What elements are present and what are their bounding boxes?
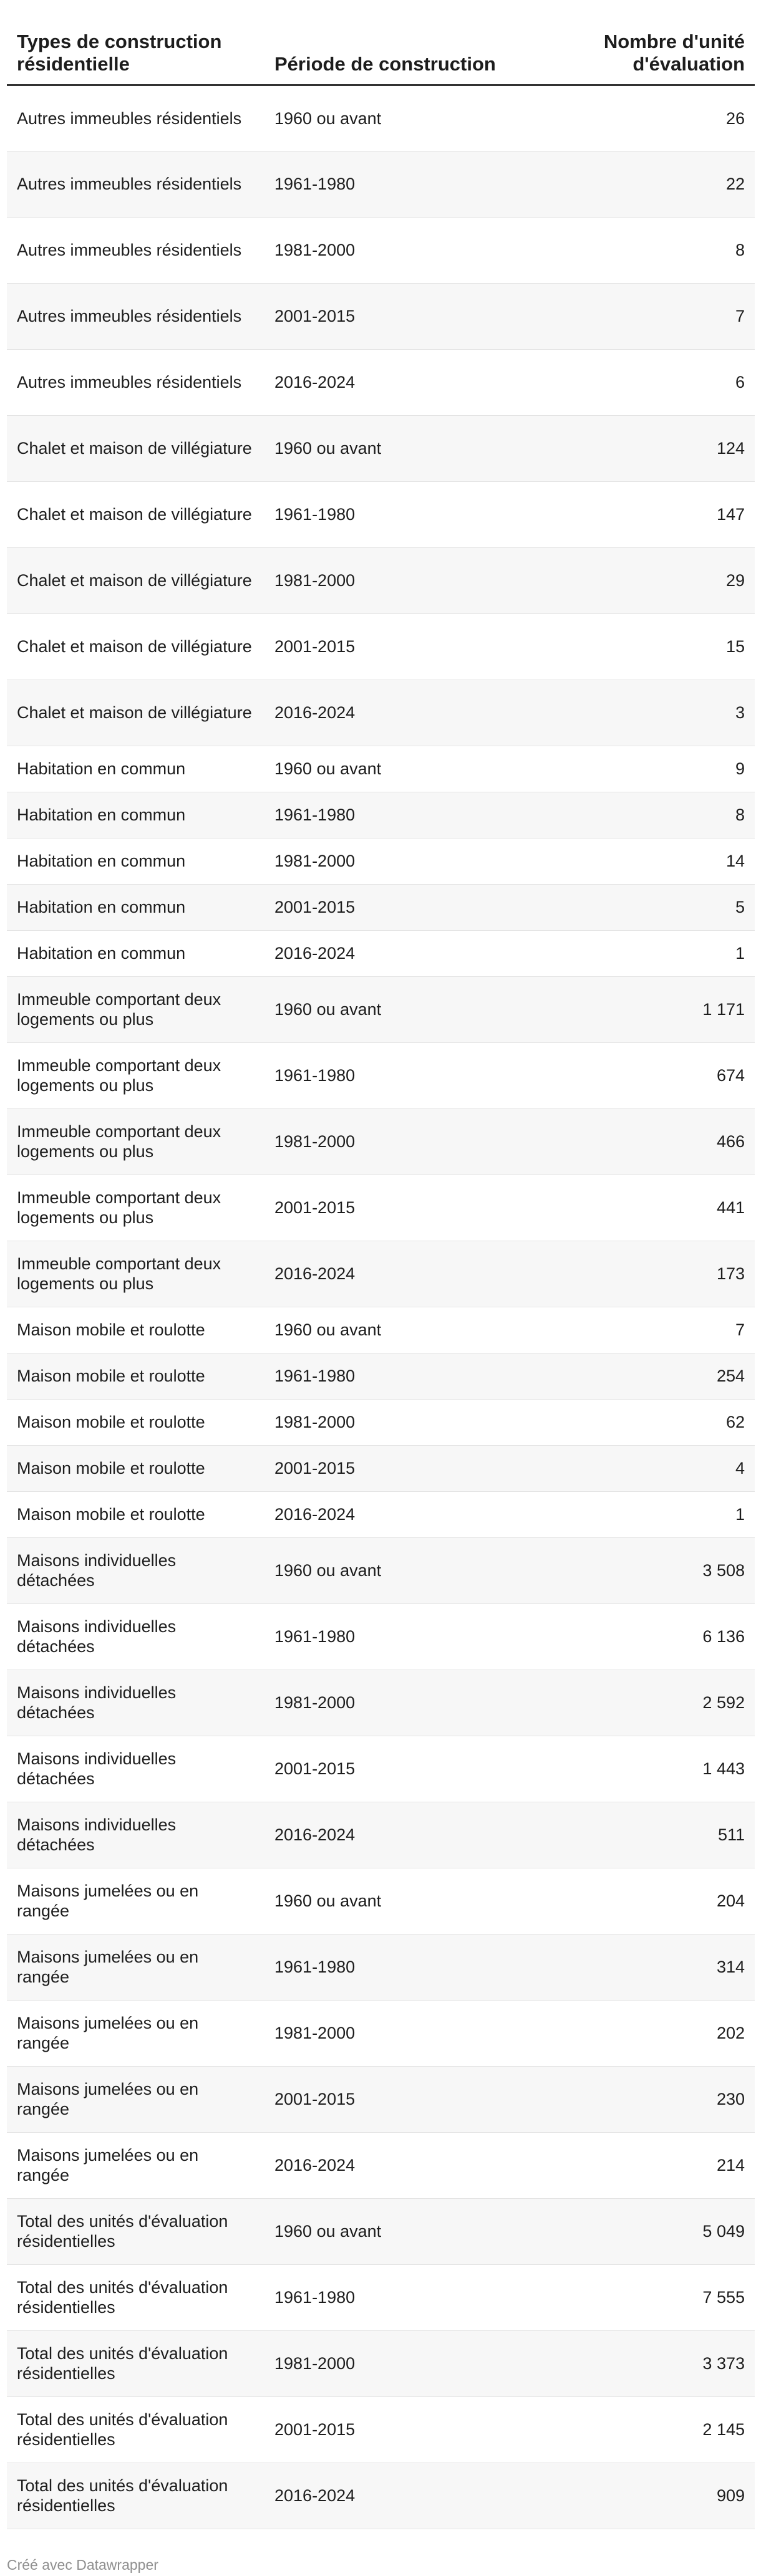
cell-count: 15 xyxy=(539,613,755,680)
cell-period: 2001-2015 xyxy=(264,613,539,680)
table-row xyxy=(7,1307,755,1353)
cell-count: 204 xyxy=(539,1868,755,1934)
table-row xyxy=(7,1736,755,1802)
cell-count: 2 145 xyxy=(539,2396,755,2463)
cell-count: 173 xyxy=(539,1241,755,1307)
cell-period: 1961-1980 xyxy=(264,792,539,838)
table-row xyxy=(7,217,755,283)
cell-count: 29 xyxy=(539,547,755,613)
cell-count: 8 xyxy=(539,792,755,838)
cell-period: 2001-2015 xyxy=(264,1175,539,1241)
cell-period: 1960 ou avant xyxy=(264,415,539,481)
cell-count: 1 xyxy=(539,930,755,976)
cell-count: 314 xyxy=(539,1934,755,2000)
table-row xyxy=(7,85,755,151)
cell-type: Maisons jumelées ou en rangée xyxy=(7,1868,264,1934)
cell-count: 2 592 xyxy=(539,1670,755,1736)
cell-count: 3 xyxy=(539,680,755,746)
cell-type: Immeuble comportant deux logements ou plus xyxy=(7,1241,264,1307)
cell-type: Habitation en commun xyxy=(7,746,264,792)
data-table xyxy=(7,0,755,2529)
cell-type: Maison mobile et roulotte xyxy=(7,1399,264,1445)
cell-count: 8 xyxy=(539,217,755,283)
cell-type: Chalet et maison de villégiature xyxy=(7,415,264,481)
cell-count: 1 171 xyxy=(539,976,755,1042)
table-row xyxy=(7,838,755,884)
cell-period: 2016-2024 xyxy=(264,1491,539,1537)
cell-period: 2016-2024 xyxy=(264,2132,539,2198)
table-row xyxy=(7,1537,755,1603)
cell-count: 674 xyxy=(539,1042,755,1108)
table-row xyxy=(7,1868,755,1934)
table-row xyxy=(7,1670,755,1736)
cell-type: Maisons jumelées ou en rangée xyxy=(7,2000,264,2066)
cell-count: 9 xyxy=(539,746,755,792)
cell-period: 1981-2000 xyxy=(264,2330,539,2396)
cell-period: 1960 ou avant xyxy=(264,1537,539,1603)
cell-period: 1981-2000 xyxy=(264,1670,539,1736)
table-row xyxy=(7,1399,755,1445)
table-row xyxy=(7,884,755,930)
cell-type: Maisons jumelées ou en rangée xyxy=(7,1934,264,2000)
table-row xyxy=(7,2000,755,2066)
cell-type: Maisons individuelles détachées xyxy=(7,1802,264,1868)
table-row xyxy=(7,1353,755,1399)
table-row xyxy=(7,1241,755,1307)
column-header-period[interactable]: Période de construction xyxy=(264,0,539,85)
cell-count: 511 xyxy=(539,1802,755,1868)
cell-type: Maisons individuelles détachées xyxy=(7,1670,264,1736)
table-row xyxy=(7,1802,755,1868)
cell-period: 2016-2024 xyxy=(264,1241,539,1307)
cell-type: Habitation en commun xyxy=(7,838,264,884)
cell-period: 1981-2000 xyxy=(264,1108,539,1175)
cell-type: Chalet et maison de villégiature xyxy=(7,481,264,547)
cell-period: 1981-2000 xyxy=(264,547,539,613)
cell-count: 1 xyxy=(539,1491,755,1537)
cell-count: 441 xyxy=(539,1175,755,1241)
column-header-count[interactable]: Nombre d'unité d'évaluation xyxy=(539,0,755,85)
cell-count: 5 xyxy=(539,884,755,930)
table-row xyxy=(7,613,755,680)
table-row xyxy=(7,930,755,976)
table-row xyxy=(7,151,755,217)
cell-type: Maisons jumelées ou en rangée xyxy=(7,2066,264,2132)
cell-type: Maison mobile et roulotte xyxy=(7,1307,264,1353)
cell-count: 214 xyxy=(539,2132,755,2198)
cell-period: 2001-2015 xyxy=(264,2396,539,2463)
cell-period: 2001-2015 xyxy=(264,1445,539,1491)
cell-count: 7 555 xyxy=(539,2264,755,2330)
table-row xyxy=(7,283,755,349)
cell-period: 1960 ou avant xyxy=(264,976,539,1042)
table-row xyxy=(7,349,755,415)
table-row xyxy=(7,2132,755,2198)
cell-type: Total des unités d'évaluation résidentielles xyxy=(7,2264,264,2330)
cell-type: Autres immeubles résidentiels xyxy=(7,349,264,415)
cell-period: 1960 ou avant xyxy=(264,85,539,151)
table-row xyxy=(7,1934,755,2000)
cell-count: 22 xyxy=(539,151,755,217)
cell-type: Chalet et maison de villégiature xyxy=(7,613,264,680)
cell-type: Total des unités d'évaluation résidentielles xyxy=(7,2396,264,2463)
cell-period: 2001-2015 xyxy=(264,884,539,930)
cell-count: 230 xyxy=(539,2066,755,2132)
cell-count: 7 xyxy=(539,1307,755,1353)
table-row xyxy=(7,2330,755,2396)
cell-count: 6 136 xyxy=(539,1603,755,1670)
cell-period: 2016-2024 xyxy=(264,930,539,976)
cell-period: 1960 ou avant xyxy=(264,746,539,792)
table-row xyxy=(7,1603,755,1670)
table-row xyxy=(7,415,755,481)
cell-type: Maison mobile et roulotte xyxy=(7,1491,264,1537)
cell-period: 1981-2000 xyxy=(264,217,539,283)
table-body xyxy=(7,85,755,2529)
cell-period: 1981-2000 xyxy=(264,2000,539,2066)
cell-count: 1 443 xyxy=(539,1736,755,1802)
cell-period: 2016-2024 xyxy=(264,680,539,746)
cell-type: Maison mobile et roulotte xyxy=(7,1445,264,1491)
cell-type: Chalet et maison de villégiature xyxy=(7,680,264,746)
cell-type: Maisons individuelles détachées xyxy=(7,1603,264,1670)
cell-period: 1981-2000 xyxy=(264,838,539,884)
cell-type: Immeuble comportant deux logements ou plus xyxy=(7,1108,264,1175)
footer-credit: Créé avec Datawrapper xyxy=(7,2557,158,2573)
cell-period: 2016-2024 xyxy=(264,349,539,415)
cell-type: Total des unités d'évaluation résidentielles xyxy=(7,2198,264,2264)
cell-count: 124 xyxy=(539,415,755,481)
table-row xyxy=(7,1175,755,1241)
cell-period: 2001-2015 xyxy=(264,1736,539,1802)
cell-type: Total des unités d'évaluation résidentielles xyxy=(7,2463,264,2529)
table-row xyxy=(7,547,755,613)
table-row xyxy=(7,792,755,838)
cell-count: 26 xyxy=(539,85,755,151)
cell-type: Habitation en commun xyxy=(7,792,264,838)
cell-type: Chalet et maison de villégiature xyxy=(7,547,264,613)
table-row xyxy=(7,680,755,746)
cell-type: Autres immeubles résidentiels xyxy=(7,217,264,283)
cell-type: Autres immeubles résidentiels xyxy=(7,283,264,349)
table-row xyxy=(7,1445,755,1491)
table-row xyxy=(7,976,755,1042)
table-row xyxy=(7,1491,755,1537)
cell-count: 254 xyxy=(539,1353,755,1399)
table-row xyxy=(7,2463,755,2529)
cell-type: Maison mobile et roulotte xyxy=(7,1353,264,1399)
cell-count: 4 xyxy=(539,1445,755,1491)
table-row xyxy=(7,1042,755,1108)
cell-period: 1961-1980 xyxy=(264,1603,539,1670)
cell-type: Immeuble comportant deux logements ou plus xyxy=(7,976,264,1042)
cell-count: 466 xyxy=(539,1108,755,1175)
cell-period: 1961-1980 xyxy=(264,1042,539,1108)
cell-count: 62 xyxy=(539,1399,755,1445)
table-row xyxy=(7,2264,755,2330)
cell-type: Habitation en commun xyxy=(7,884,264,930)
cell-count: 3 373 xyxy=(539,2330,755,2396)
cell-period: 1961-1980 xyxy=(264,1934,539,2000)
table-row xyxy=(7,746,755,792)
cell-type: Total des unités d'évaluation résidentielles xyxy=(7,2330,264,2396)
cell-period: 2016-2024 xyxy=(264,2463,539,2529)
cell-count: 909 xyxy=(539,2463,755,2529)
cell-period: 1961-1980 xyxy=(264,2264,539,2330)
cell-count: 7 xyxy=(539,283,755,349)
cell-period: 1961-1980 xyxy=(264,481,539,547)
cell-period: 1960 ou avant xyxy=(264,1307,539,1353)
cell-type: Autres immeubles résidentiels xyxy=(7,151,264,217)
cell-period: 1961-1980 xyxy=(264,1353,539,1399)
header-row xyxy=(7,0,755,85)
table-row xyxy=(7,2396,755,2463)
cell-period: 1960 ou avant xyxy=(264,2198,539,2264)
table-row xyxy=(7,481,755,547)
cell-type: Maisons jumelées ou en rangée xyxy=(7,2132,264,2198)
cell-count: 3 508 xyxy=(539,1537,755,1603)
cell-type: Habitation en commun xyxy=(7,930,264,976)
cell-period: 2001-2015 xyxy=(264,283,539,349)
cell-count: 202 xyxy=(539,2000,755,2066)
cell-type: Immeuble comportant deux logements ou plus xyxy=(7,1175,264,1241)
cell-count: 6 xyxy=(539,349,755,415)
cell-type: Immeuble comportant deux logements ou plus xyxy=(7,1042,264,1108)
table-row xyxy=(7,2066,755,2132)
cell-period: 2001-2015 xyxy=(264,2066,539,2132)
cell-type: Autres immeubles résidentiels xyxy=(7,85,264,151)
cell-count: 14 xyxy=(539,838,755,884)
cell-count: 147 xyxy=(539,481,755,547)
table-row xyxy=(7,1108,755,1175)
cell-type: Maisons individuelles détachées xyxy=(7,1537,264,1603)
column-header-type[interactable]: Types de construction résidentielle xyxy=(7,0,264,85)
cell-count: 5 049 xyxy=(539,2198,755,2264)
cell-period: 1961-1980 xyxy=(264,151,539,217)
cell-period: 2016-2024 xyxy=(264,1802,539,1868)
cell-type: Maisons individuelles détachées xyxy=(7,1736,264,1802)
cell-period: 1981-2000 xyxy=(264,1399,539,1445)
cell-period: 1960 ou avant xyxy=(264,1868,539,1934)
table-row xyxy=(7,2198,755,2264)
